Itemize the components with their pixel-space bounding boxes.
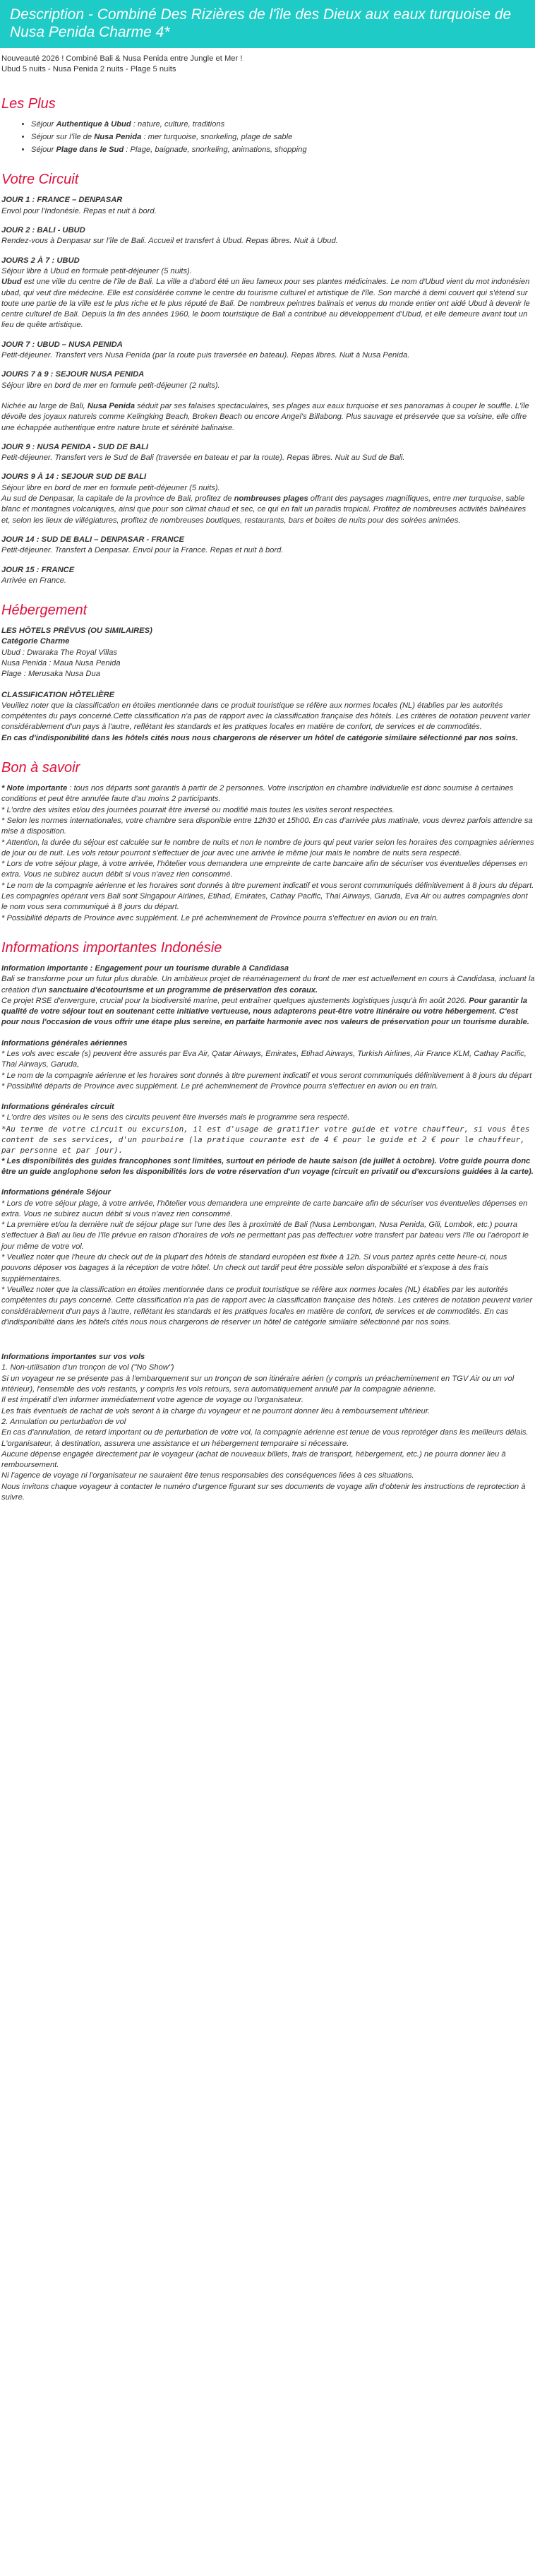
plus-item: • Séjour Authentique à Ubud : nature, culture, traditions [31,119,535,130]
day-title: JOUR 15 : FRANCE [1,565,75,574]
content [0,48,535,1503]
engagement-text: Ce projet RSE d'envergure, crucial pour la biodiversité marine, peut entraîner quelques ajustements logistiques jusqu'à fin août 2026. Pour garantir la qualité de votre séjour tout en soutenant cette initiative vertueuse, nous adapterons peut-être votre itinéraire ou votre hébergement. C'est pour nous l'occasion de vous offrir une étape plus sereine, en parfaite harmonie avec nos valeurs de préservation pour un tourisme durable. [1,996,529,1027]
day-block [1,369,535,433]
day-block [1,225,535,247]
day-title: JOUR 9 : NUSA PENIDA - SUD DE BALI [1,442,149,451]
vols-line: Il est impératif d'en informer immédiatement votre agence de voyage ou l'organisateur. [1,1396,303,1405]
day-body: Petit-déjeuner. Transfert vers le Sud de Bali (traversée en bateau et par la route). Repas libres. Nuit au Sud de Bali. [1,453,405,463]
day-body: Séjour libre en bord de mer en formule petit-déjeuner (5 nuits). [1,483,220,492]
day-title: JOURS 7 à 9 : SEJOUR NUSA PENIDA [1,370,145,379]
day-block [1,442,535,464]
description-banner [0,0,535,48]
vols-line: Les frais éventuels de rachat de vols seront à la charge du voyageur et ne pourront donner lieu à remboursement ultérieur. [1,1406,431,1415]
bon-heading: Bon à savoir [1,760,80,776]
day-block [1,565,535,587]
vols-line: Ni l'agence de voyage ni l'organisateur ne sauraient être tenus responsables des conséquences liées à ces situations. [1,1471,414,1480]
banner-title: Description - Combiné Des Rizières de l'île des Dieux aux eaux turquoise de Nusa Penida Charme 4* [10,6,512,40]
bon-line: * Possibilité départs de Province avec supplément. Le pré acheminement de Province pourra s'effectuer en avion ou en train. [1,913,439,922]
day-body: Séjour libre en bord de mer en formule petit-déjeuner (2 nuits). [1,381,220,390]
day-body: Petit-déjeuner. Transfert à Denpasar. Envol pour la France. Repas et nuit à bord. [1,546,284,555]
intro-line-1: Nouveauté 2026 ! Combiné Bali & Nusa Penida entre Jungle et Mer ! [1,54,243,63]
classification-text: Veuillez noter que la classification en étoiles mentionnée dans ce produit touristique se réfère aux normes locales (NL) établies par les autorités compétentes du pays concerné.Cette classification n'a pas de rapport avec la classification française des hôtels. Les critères de notation peuvent varier considérablement d'un pays à l'autre, reflétant les standards et les pratiques locales en matière de confort, de services et de commodités. [1,701,531,732]
vols-line: En cas d'annulation, de retard important ou de perturbation de votre vol, la compagnie aérienne est tenue de vous reprotéger dans les meilleurs délais. [1,1428,529,1437]
sejour-line: * Lors de votre séjour plage, à votre arrivée, l'hôtelier vous demandera une empreinte de carte bancaire afin de sécuriser vos éventuelles dépenses en extra. Vous ne subirez aucun débit si vous n'avez rien consommé. [1,1199,528,1218]
day-title: JOUR 14 : SUD DE BALI – DENPASAR - FRANCE [1,535,184,544]
classification-note: En cas d'indisponibilité dans les hôtels cités nous nous chargerons de réserver un hôtel de catégorie similaire sélectionné par nos soins. [1,733,518,742]
aerien-line: * Les vols avec escale (s) peuvent être assurés par Eva Air, Qatar Airways, Emirates, Etihad Airways, Turkish Airlines, Air France KLM, Cathay Pacific, Thai Airways, Garuda, [1,1050,527,1069]
day-block [1,195,535,217]
day-block [1,472,535,526]
circuit-tip-line: *Au terme de votre circuit ou excursion, il est d'usage de gratifier votre guide et votre chauffeur, si vous êtes content de ses services, d'un pourboire (la pratique courante est de 4 € pour le guide et 2 € pour le chauffeur, par personne et par jour). [1,1124,530,1156]
bon-line: * Note importante : tous nos départs sont garantis à partir de 2 personnes. Votre inscription en chambre individuelle est donc soumise à certaines conditions et peut être annulée faute d'au moins 2 participants. [1,784,514,804]
day-block [1,535,535,557]
day-extra: Au sud de Denpasar, la capitale de la province de Bali, profitez de nombreuses plages offrant des paysages magnifiques, entre mer turquoise, sable blanc et montagnes volcaniques, ainsi que pour son climat chaud et sec, ce qui en fait un paradis tropical. Profitez de nombreuses activités balnéaires et, selon les lieux de villégiatures, profitez de nombreuses boutiques, restaurants, bars et boites de nuits pour des soirées animées. [1,494,527,525]
sejour-title: Informations générale Séjour [1,1188,111,1197]
engagement-title: Information importante : Engagement pour un tourisme durable à Candidasa [1,963,289,973]
day-body: Rendez-vous à Denpasar sur l'île de Bali. Accueil et transfert à Ubud. Repas libres. Nuit à Ubud. [1,237,338,246]
hotel-line: Plage : Merusaka Nusa Dua [1,670,100,679]
day-block [1,256,535,331]
vols-title: Informations importantes sur vos vols [1,1353,145,1362]
day-body: Arrivée en France. [1,576,67,585]
classification-title: CLASSIFICATION HÔTELIÈRE [1,690,115,699]
day-title: JOURS 2 À 7 : UBUD [1,256,80,265]
vols-line: Si un voyageur ne se présente pas à l'embarquement sur un tronçon de son itinéraire aérien (y compris un préacheminement en TGV Air ou un vol intérieur), l'ensemble des vols restants, y compris les vols retours, sera automatiquement annulé par la compagnie aérienne. [1,1374,515,1394]
vols-line: L'organisateur, à destination, assurera une assistance et un hébergement temporaire si nécessaire. [1,1439,349,1448]
day-title: JOUR 7 : UBUD – NUSA PENIDA [1,340,123,349]
day-block [1,340,535,362]
day-title: JOURS 9 À 14 : SEJOUR SUD DE BALI [1,473,147,482]
intro-line-2: Ubud 5 nuits - Nusa Penida 2 nuits - Plage 5 nuits [1,65,176,74]
aerien-title: Informations générales aériennes [1,1038,128,1047]
vols-line: Nous invitons chaque voyageur à contacter le numéro d'urgence figurant sur ses documents de voyage afin d'obtenir les instructions de reprotection à suivre. [1,1482,526,1502]
sejour-line: * Veuillez noter que l'heure du check out de la plupart des hôtels de standard européen est fixée à 12h. Si vous partez après cette heure-ci, nous pouvons déposer vos bagages à la réception de votre hôtel. Un check out tardif peut être possible selon disponibilité et s'expose à des frais supplémentaires. [1,1253,507,1283]
bon-line: * Lors de votre séjour plage, à votre arrivée, l'hôtelier vous demandera une empreinte de carte bancaire afin de sécuriser vos éventuelles dépenses en extra. Vous ne subirez aucun débit si vous n'avez rien consommé. [1,860,528,879]
plus-item: • Séjour sur l'île de Nusa Penida : mer turquoise, snorkeling, plage de sable [31,132,535,143]
plus-list [1,119,535,156]
plus-heading: Les Plus [1,95,56,112]
bon-line: * Attention, la durée du séjour est calculée sur le nombre de nuits et non le nombre de jours qui peut varier selon les horaires des compagnies aériennes de jour ou de nuit. Les vols retour pourront s'effectuer de jour avec une arrivée le même jour mais le nombre de nuits sera respecté. [1,838,534,857]
engagement-text: Bali se transforme pour un futur plus durable. Un ambitieux projet de réaménagement du front de mer est actuellement en cours à Candidasa, incluant la création d'un sanctuaire d'écotourisme et un programme de préservation des coraux. [1,975,535,995]
hotel-line: Ubud : Dwaraka The Royal Villas [1,648,117,657]
hebergement-heading: Hébergement [1,603,88,619]
day-title: JOUR 1 : FRANCE – DENPASAR [1,196,123,205]
hotels-category: Catégorie Charme [1,637,70,646]
hotels-title: LES HÔTELS PRÉVUS (OU SIMILAIRES) [1,627,152,636]
day-extra: Ubud est une ville du centre de l'île de Bali. La ville a d'abord été un lieu fameux pour ses plantes médicinales. Le nom d'Ubud vient du mot indonésien ubad, qui veut dire médecine. Elle est considérée comme le centre du tourisme culturel et artistique de l'île. Son marché à demi couvert qui s'étend sur toute une partie de la ville est le plus riche et le plus réputé de Bali. De nombreux peintres balinais et venus du monde entier ont aidé Ubud à devenir le centre culturel de Bali. Depuis la fin des années 1960, le boom touristique de Bali a contribué au développement d'Ubud, et elle demeure avant tout un lieu de quête artistique. [1,278,530,330]
sejour-line: * La première et/ou la dernière nuit de séjour plage sur l'une des îles à proximité de Bali (Nusa Lembongan, Nusa Penida, Gili, Lombok, etc.) pourra s'effectuer à Bali au lieu de l'île prévue en raison d'horaires de vols ne permettant pas pas deffectuer votre transfert par bateau vers l'île ou l'aéroport le jour même de votre vol. [1,1221,529,1251]
bon-line: * Selon les normes internationales, votre chambre sera disponible entre 12h30 et 15h00. En cas d'arrivée plus matinale, vous devrez parfois attendre sa mise à disposition. [1,816,533,836]
day-body: Petit-déjeuner. Transfert vers Nusa Penida (par la route puis traversée en bateau). Repas libres. Nuit à Nusa Penida. [1,351,410,360]
aerien-line: * Possibilité départs de Province avec supplément. Le pré acheminement de Province pourra s'effectuer en avion ou en train. [1,1081,439,1091]
vols-line: Aucune dépense engagée directement par le voyageur (achat de nouveaux billets, frais de transport, hébergement, etc.) ne pourra donner lieu à remboursement. [1,1449,506,1470]
day-body: Séjour libre à Ubud en formule petit-déjeuner (5 nuits). [1,266,192,275]
day-body: Envol pour l'Indonésie. Repas et nuit à bord. [1,206,157,215]
day-title: JOUR 2 : BALI - UBUD [1,226,85,235]
spacer [1,1328,535,1352]
circuit-info-title: Informations générales circuit [1,1103,114,1112]
vols-line: 1. Non-utilisation d'un tronçon de vol ("No Show") [1,1363,174,1372]
infos-heading: Informations importantes Indonésie [1,939,222,956]
sejour-line: * Veuillez noter que la classification en étoiles mentionnée dans ce produit touristique se réfère aux normes locales (NL) établies par les autorités compétentes du pays concerné. Cette classification n'a pas de rapport avec la classification française des hôtels. Les critères de notation peuvent varier considérablement d'un pays à l'autre, reflétant les standards et les pratiques locales en matière de confort, de services et de commodités. En cas d'indisponibilité dans les hôtels cités nous nous chargerons de réserver un hôtel de catégorie similaire sélectionné par nos soins. [1,1285,533,1326]
plus-item: • Séjour Plage dans le Sud : Plage, baignade, snorkeling, animations, shopping [31,145,535,155]
circuit-info-line: * L'ordre des visites ou le sens des circuits peuvent être inversés mais le programme sera respecté. [1,1113,350,1122]
bon-line: * L'ordre des visites et/ou des journées pourrait être inversé ou modifié mais toutes les visites seront respectées. [1,805,395,814]
day-extra: Nichée au large de Bali, Nusa Penida séduit par ses falaises spectaculaires, ses plages aux eaux turquoise et ses panoramas à couper le souffle. L'île dévoile des joyaux naturels comme Kelingking Beach, Broken Beach ou encore Angel's Billabong. Plus sauvage et préservée que sa voisine, elle offre une échappée authentique entre nature brute et sérénité balinaise. [1,401,529,432]
circuit-heading: Votre Circuit [1,172,79,188]
bon-line: * Le nom de la compagnie aérienne et les horaires sont donnés à titre purement indicatif et vous seront communiqués définitivement à 8 jours du départ. Les compagnies opérant vers Bali sont Singapour Airlines, Etihad, Emirates, Cathay Pacific, Thai Airways, Garuda, Eva Air ou autres compagnies dont le nom vous sera communiqué à 8 jours du départ. [1,881,534,912]
hotel-line: Nusa Penida : Maua Nusa Penida [1,658,121,667]
vols-line: 2. Annulation ou perturbation de vol [1,1417,126,1426]
aerien-line: * Le nom de la compagnie aérienne et les horaires sont donnés à titre purement indicatif et vous seront communiqués définitivement à 8 jours du départ [1,1071,532,1080]
circuit-guide-line: * Les disponibilités des guides francophones sont limitées, surtout en période de haute saison (de juillet à octobre). Votre guide pourra donc être un guide anglophone selon les disponibilités lors de votre réservation d'un voyage (circuit en privatif ou d'excursions guidées à la carte). [1,1156,534,1176]
